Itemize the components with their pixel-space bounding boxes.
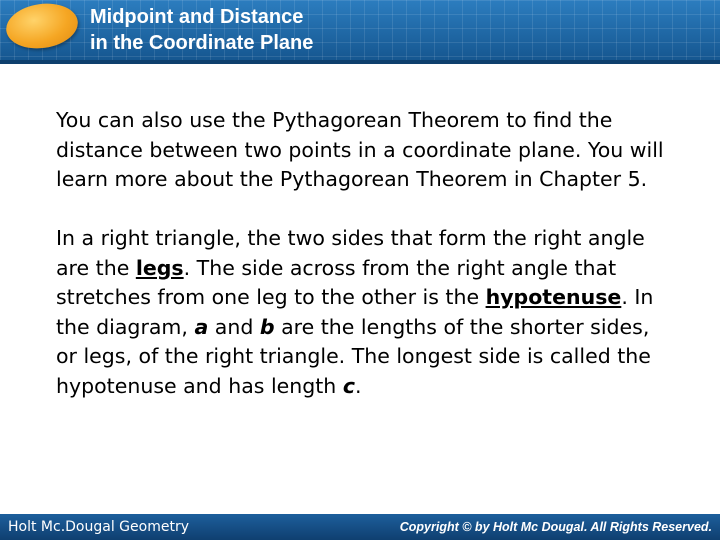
text-segment: are the lengths of the shorter sides, or legs, of the right triangle. The longest side is called the hypotenuse and has length xyxy=(56,314,651,398)
title-line-2: in the Coordinate Plane xyxy=(90,32,314,54)
title-line-1: Midpoint and Distance xyxy=(90,6,304,28)
page-title xyxy=(90,4,313,56)
paragraph-right-triangle xyxy=(56,224,676,401)
text-segment: . In the diagram, xyxy=(56,285,654,339)
slide-body xyxy=(56,106,676,401)
term-legs: legs xyxy=(135,255,184,280)
paragraph-pythagorean: You can also use the Pythagorean Theorem to find the distance between two points in a coordinate plane. You will learn more about the Pythagorean Theorem in Chapter 5. xyxy=(56,108,664,191)
header-divider xyxy=(0,60,720,64)
text-segment: In a right triangle, the two sides that form the right angle are the xyxy=(56,226,645,280)
text-segment: . xyxy=(354,373,362,398)
logo-oval-icon xyxy=(3,0,80,53)
variable-a: a xyxy=(194,314,209,339)
footer-bar xyxy=(0,514,720,540)
variable-c: c xyxy=(342,373,355,398)
text-segment: and xyxy=(208,314,260,339)
variable-b: b xyxy=(259,314,275,339)
term-hypotenuse: hypotenuse xyxy=(485,285,622,309)
footer-copyright: Copyright © by Holt Mc Dougal. All Rights Reserved. xyxy=(399,520,712,534)
footer-publisher: Holt Mc.Dougal Geometry xyxy=(8,519,189,535)
header-bar xyxy=(0,0,720,64)
text-segment: . The side across from the right angle that stretches from one leg to the other is the xyxy=(56,255,617,309)
